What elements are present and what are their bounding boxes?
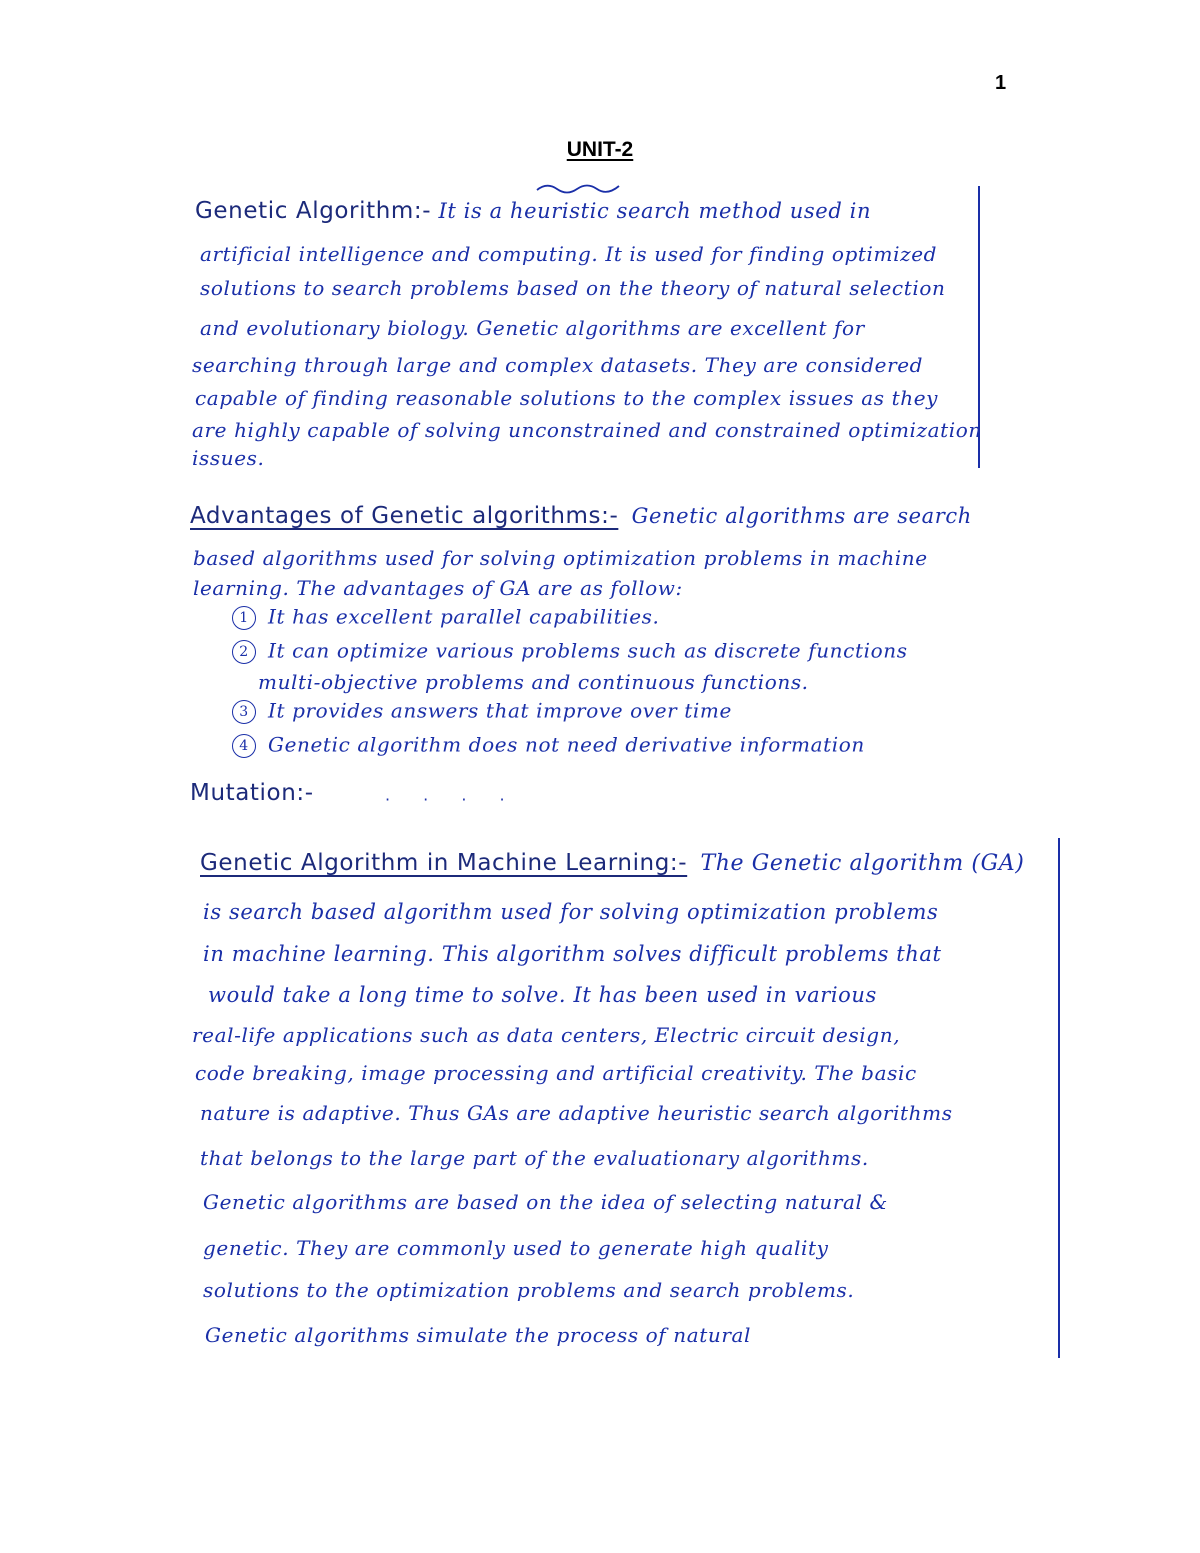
unit-title: UNIT-2 <box>566 138 634 161</box>
item-number: 4 <box>232 734 256 758</box>
section3-line-4: would take a long time to solve. It has been used in various <box>208 983 877 1007</box>
section1-line-1 <box>195 200 871 223</box>
section3-line-10: genetic. They are commonly used to generate high quality <box>203 1236 829 1260</box>
advantage-item <box>232 606 660 630</box>
section3-heading: Genetic Algorithm in Machine Learning:- <box>200 850 688 876</box>
trailing-dots: · · · · <box>385 790 519 809</box>
section1-line-7: are highly capable of solving unconstrained and constrained optimization <box>192 418 982 442</box>
section1-line-5: searching through large and complex datasets. They are considered <box>192 353 924 377</box>
section1-line-6: capable of finding reasonable solutions to the complex issues as they <box>195 386 939 410</box>
item-text: It provides answers that improve over time <box>268 698 732 723</box>
section2-line-1 <box>190 505 972 528</box>
section2-text: Genetic algorithms are search <box>631 504 972 528</box>
section3-line-5: real-life applications such as data centers, Electric circuit design, <box>192 1023 901 1047</box>
section3-line-7: nature is adaptive. Thus GAs are adaptive heuristic search algorithms <box>200 1101 953 1125</box>
section1-heading: Genetic Algorithm:- <box>195 198 432 224</box>
section2-heading: Advantages of Genetic algorithms:- <box>190 503 619 529</box>
page-number: 1 <box>995 72 1007 94</box>
section3-line-11: solutions to the optimization problems and search problems. <box>203 1278 855 1302</box>
item-text: Genetic algorithm does not need derivative information <box>268 732 865 757</box>
section3-line-12: Genetic algorithms simulate the process of natural <box>205 1323 752 1347</box>
item-number: 3 <box>232 700 256 724</box>
item-text: It has excellent parallel capabilities. <box>268 604 660 629</box>
section1-text: It is a heuristic search method used in <box>438 199 872 223</box>
section1-line-8: issues. <box>192 446 265 470</box>
advantage-item <box>232 734 865 758</box>
margin-line <box>1058 838 1060 1358</box>
section3-line-3: in machine learning. This algorithm solves difficult problems that <box>203 942 942 966</box>
section1-line-4: and evolutionary biology. Genetic algorithms are excellent for <box>200 316 865 340</box>
advantage-item-continued: multi-objective problems and continuous functions. <box>258 670 809 694</box>
item-text: It can optimize various problems such as discrete functions <box>268 638 908 663</box>
section3-line-1 <box>200 852 1024 875</box>
advantage-item <box>232 700 732 724</box>
section3-text: The Genetic algorithm (GA) <box>700 851 1025 876</box>
section3-line-9: Genetic algorithms are based on the idea of selecting natural & <box>203 1190 888 1214</box>
section2-line-3: learning. The advantages of GA are as follow: <box>193 576 683 600</box>
section1-line-3: solutions to search problems based on the theory of natural selection <box>200 276 946 300</box>
section1-line-2: artificial intelligence and computing. It is used for finding optimized <box>200 242 938 266</box>
mutation-heading: Mutation:- <box>190 780 314 806</box>
section3-line-8: that belongs to the large part of the evaluationary algorithms. <box>200 1146 869 1170</box>
advantage-item <box>232 640 908 664</box>
section3-line-2: is search based algorithm used for solving optimization problems <box>203 900 939 924</box>
item-number: 1 <box>232 606 256 630</box>
squiggle-underline <box>535 180 625 196</box>
item-number: 2 <box>232 640 256 664</box>
section2-line-2: based algorithms used for solving optimization problems in machine <box>193 546 928 570</box>
section3-line-6: code breaking, image processing and artificial creativity. The basic <box>195 1061 917 1085</box>
